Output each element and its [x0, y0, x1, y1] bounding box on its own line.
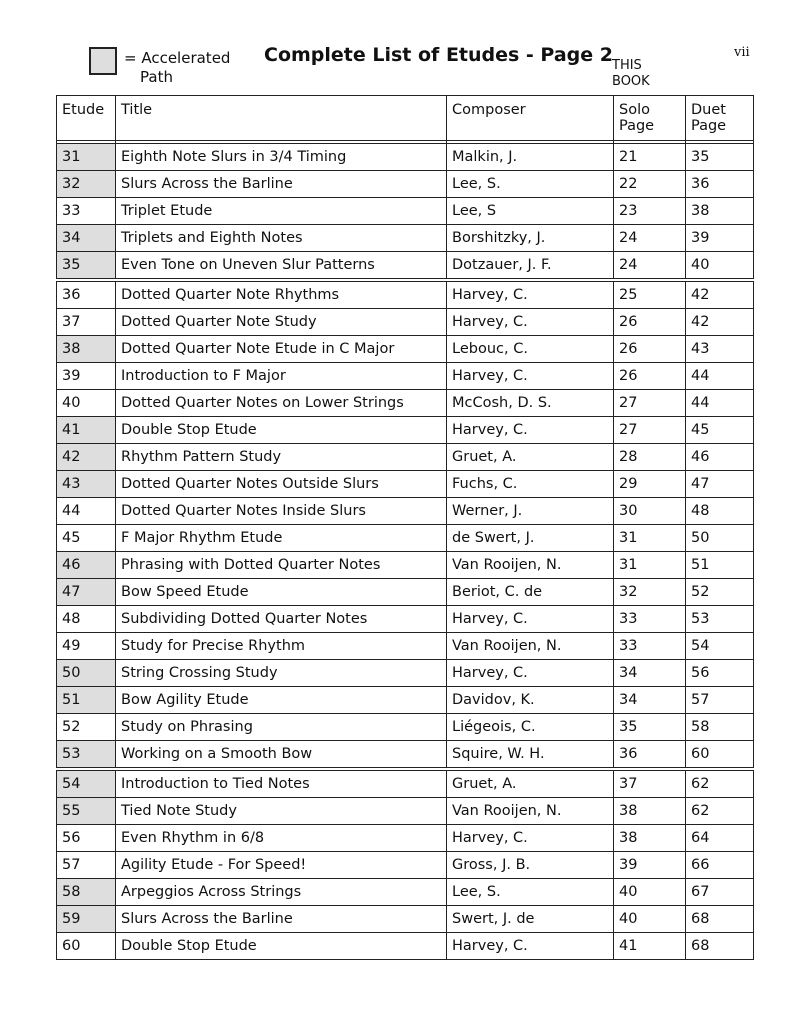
- etude-title: Introduction to Tied Notes: [116, 769, 447, 798]
- solo-page: 26: [614, 309, 686, 336]
- legend-line-1: = Accelerated: [124, 49, 231, 67]
- etude-composer: Dotzauer, J. F.: [447, 252, 614, 281]
- etude-title: Working on a Smooth Bow: [116, 741, 447, 770]
- etude-title: Dotted Quarter Note Etude in C Major: [116, 336, 447, 363]
- etude-number: 39: [57, 363, 116, 390]
- etude-number: 53: [57, 741, 116, 770]
- etude-composer: de Swert, J.: [447, 525, 614, 552]
- etude-composer: Harvey, C.: [447, 933, 614, 960]
- solo-page: 27: [614, 390, 686, 417]
- etude-composer: Davidov, K.: [447, 687, 614, 714]
- solo-page: 37: [614, 769, 686, 798]
- table-row: [57, 660, 754, 687]
- etude-number: 58: [57, 879, 116, 906]
- table-row: [57, 714, 754, 741]
- duet-page: 57: [686, 687, 754, 714]
- solo-page: 38: [614, 798, 686, 825]
- duet-page: 43: [686, 336, 754, 363]
- etude-title: Eighth Note Slurs in 3/4 Timing: [116, 144, 447, 171]
- etude-composer: Harvey, C.: [447, 660, 614, 687]
- duet-page: 45: [686, 417, 754, 444]
- etude-title: Slurs Across the Barline: [116, 906, 447, 933]
- etude-title: Study on Phrasing: [116, 714, 447, 741]
- duet-page: 62: [686, 798, 754, 825]
- table-row: [57, 906, 754, 933]
- duet-page: 53: [686, 606, 754, 633]
- duet-page: 47: [686, 471, 754, 498]
- table-row: [57, 417, 754, 444]
- etude-composer: Squire, W. H.: [447, 741, 614, 770]
- etude-number: 56: [57, 825, 116, 852]
- table-row: [57, 825, 754, 852]
- solo-page: 31: [614, 552, 686, 579]
- etude-title: Phrasing with Dotted Quarter Notes: [116, 552, 447, 579]
- header-solo-page: [614, 96, 686, 141]
- etude-title: Arpeggios Across Strings: [116, 879, 447, 906]
- table-row: [57, 225, 754, 252]
- etude-composer: Lebouc, C.: [447, 336, 614, 363]
- etude-title: Dotted Quarter Notes on Lower Strings: [116, 390, 447, 417]
- etude-title: String Crossing Study: [116, 660, 447, 687]
- etude-composer: Swert, J. de: [447, 906, 614, 933]
- etude-composer: Harvey, C.: [447, 417, 614, 444]
- header-solo-line-1: Solo: [619, 102, 650, 118]
- etude-composer: Malkin, J.: [447, 144, 614, 171]
- etude-number: 37: [57, 309, 116, 336]
- duet-page: 62: [686, 769, 754, 798]
- table-row: [57, 444, 754, 471]
- solo-page: 29: [614, 471, 686, 498]
- etude-composer: Werner, J.: [447, 498, 614, 525]
- table-row: [57, 471, 754, 498]
- table-row: [57, 363, 754, 390]
- table-row: [57, 633, 754, 660]
- header-duet-line-1: Duet: [691, 102, 726, 118]
- etude-composer: Gruet, A.: [447, 444, 614, 471]
- solo-page: 24: [614, 225, 686, 252]
- etude-title: Dotted Quarter Note Rhythms: [116, 280, 447, 309]
- etude-number: 48: [57, 606, 116, 633]
- duet-page: 54: [686, 633, 754, 660]
- etudes-table: [56, 95, 754, 960]
- etude-composer: Gruet, A.: [447, 769, 614, 798]
- etude-title: Even Rhythm in 6/8: [116, 825, 447, 852]
- table-row: [57, 252, 754, 281]
- etude-composer: Harvey, C.: [447, 309, 614, 336]
- table-row: [57, 687, 754, 714]
- solo-page: 26: [614, 336, 686, 363]
- table-row: [57, 525, 754, 552]
- etude-composer: Van Rooijen, N.: [447, 633, 614, 660]
- etude-number: 59: [57, 906, 116, 933]
- solo-page: 39: [614, 852, 686, 879]
- etude-composer: Lee, S.: [447, 171, 614, 198]
- etude-number: 47: [57, 579, 116, 606]
- etude-composer: Gross, J. B.: [447, 852, 614, 879]
- solo-page: 36: [614, 741, 686, 770]
- solo-page: 30: [614, 498, 686, 525]
- solo-page: 28: [614, 444, 686, 471]
- table-row: [57, 769, 754, 798]
- etude-number: 54: [57, 769, 116, 798]
- etude-number: 33: [57, 198, 116, 225]
- etude-title: Triplets and Eighth Notes: [116, 225, 447, 252]
- etude-number: 35: [57, 252, 116, 281]
- etude-title: Agility Etude - For Speed!: [116, 852, 447, 879]
- solo-page: 22: [614, 171, 686, 198]
- etude-composer: Harvey, C.: [447, 363, 614, 390]
- table-row: [57, 606, 754, 633]
- header-composer: Composer: [447, 96, 614, 141]
- etude-number: 45: [57, 525, 116, 552]
- duet-page: 66: [686, 852, 754, 879]
- solo-page: 38: [614, 825, 686, 852]
- etude-number: 38: [57, 336, 116, 363]
- solo-page: 40: [614, 906, 686, 933]
- duet-page: 44: [686, 390, 754, 417]
- etude-number: 42: [57, 444, 116, 471]
- table-row: [57, 852, 754, 879]
- etude-title: Subdividing Dotted Quarter Notes: [116, 606, 447, 633]
- etude-number: 31: [57, 144, 116, 171]
- solo-page: 34: [614, 660, 686, 687]
- etude-number: 44: [57, 498, 116, 525]
- duet-page: 36: [686, 171, 754, 198]
- etude-title: Triplet Etude: [116, 198, 447, 225]
- duet-page: 68: [686, 906, 754, 933]
- header-duet-page: [686, 96, 754, 141]
- duet-page: 50: [686, 525, 754, 552]
- etude-number: 60: [57, 933, 116, 960]
- header-etude: Etude: [57, 96, 116, 141]
- table-row: [57, 798, 754, 825]
- table-row: [57, 498, 754, 525]
- etude-composer: Fuchs, C.: [447, 471, 614, 498]
- solo-page: 40: [614, 879, 686, 906]
- etudes-table-body: [57, 141, 754, 960]
- duet-page: 48: [686, 498, 754, 525]
- table-row: [57, 741, 754, 770]
- this-book-label: [612, 58, 650, 90]
- legend-label: [124, 49, 230, 87]
- solo-page: 41: [614, 933, 686, 960]
- duet-page: 39: [686, 225, 754, 252]
- header-duet-line-2: Page: [691, 118, 727, 134]
- etude-composer: Harvey, C.: [447, 280, 614, 309]
- header-solo-line-2: Page: [619, 118, 655, 134]
- solo-page: 27: [614, 417, 686, 444]
- etude-title: Study for Precise Rhythm: [116, 633, 447, 660]
- duet-page: 40: [686, 252, 754, 281]
- etude-composer: Beriot, C. de: [447, 579, 614, 606]
- etude-number: 46: [57, 552, 116, 579]
- this-book-line-1: THIS: [612, 58, 642, 73]
- table-row: [57, 552, 754, 579]
- etude-title: Introduction to F Major: [116, 363, 447, 390]
- duet-page: 35: [686, 144, 754, 171]
- etude-title: Dotted Quarter Note Study: [116, 309, 447, 336]
- etude-composer: Lee, S: [447, 198, 614, 225]
- header-title: Title: [116, 96, 447, 141]
- table-row: [57, 171, 754, 198]
- etude-composer: Harvey, C.: [447, 606, 614, 633]
- table-header-row: [57, 96, 754, 141]
- duet-page: 42: [686, 280, 754, 309]
- solo-page: 33: [614, 633, 686, 660]
- etude-number: 41: [57, 417, 116, 444]
- etude-composer: McCosh, D. S.: [447, 390, 614, 417]
- table-row: [57, 933, 754, 960]
- duet-page: 51: [686, 552, 754, 579]
- etude-composer: Liégeois, C.: [447, 714, 614, 741]
- page-title: Complete List of Etudes - Page 2: [264, 44, 613, 66]
- etude-composer: Lee, S.: [447, 879, 614, 906]
- etude-number: 57: [57, 852, 116, 879]
- etude-title: F Major Rhythm Etude: [116, 525, 447, 552]
- etude-composer: Borshitzky, J.: [447, 225, 614, 252]
- solo-page: 26: [614, 363, 686, 390]
- solo-page: 31: [614, 525, 686, 552]
- table-row: [57, 280, 754, 309]
- duet-page: 58: [686, 714, 754, 741]
- this-book-line-2: BOOK: [612, 74, 650, 89]
- table-row: [57, 198, 754, 225]
- accelerated-path-swatch: [89, 47, 117, 75]
- solo-page: 35: [614, 714, 686, 741]
- duet-page: 52: [686, 579, 754, 606]
- etude-number: 32: [57, 171, 116, 198]
- etude-number: 55: [57, 798, 116, 825]
- etude-title: Double Stop Etude: [116, 417, 447, 444]
- etude-title: Dotted Quarter Notes Outside Slurs: [116, 471, 447, 498]
- table-row: [57, 879, 754, 906]
- solo-page: 33: [614, 606, 686, 633]
- etude-title: Even Tone on Uneven Slur Patterns: [116, 252, 447, 281]
- etude-number: 50: [57, 660, 116, 687]
- etude-composer: Harvey, C.: [447, 825, 614, 852]
- table-row: [57, 144, 754, 171]
- table-row: [57, 336, 754, 363]
- duet-page: 46: [686, 444, 754, 471]
- etude-title: Bow Agility Etude: [116, 687, 447, 714]
- duet-page: 60: [686, 741, 754, 770]
- etude-title: Tied Note Study: [116, 798, 447, 825]
- legend-line-2: Path: [140, 68, 173, 86]
- etude-number: 51: [57, 687, 116, 714]
- etude-number: 40: [57, 390, 116, 417]
- solo-page: 23: [614, 198, 686, 225]
- duet-page: 56: [686, 660, 754, 687]
- table-row: [57, 390, 754, 417]
- etude-title: Slurs Across the Barline: [116, 171, 447, 198]
- etude-composer: Van Rooijen, N.: [447, 798, 614, 825]
- duet-page: 42: [686, 309, 754, 336]
- solo-page: 34: [614, 687, 686, 714]
- solo-page: 32: [614, 579, 686, 606]
- duet-page: 38: [686, 198, 754, 225]
- duet-page: 68: [686, 933, 754, 960]
- duet-page: 67: [686, 879, 754, 906]
- etude-number: 52: [57, 714, 116, 741]
- page-number: vii: [734, 45, 750, 60]
- etude-title: Rhythm Pattern Study: [116, 444, 447, 471]
- duet-page: 44: [686, 363, 754, 390]
- table-row: [57, 309, 754, 336]
- etude-title: Dotted Quarter Notes Inside Slurs: [116, 498, 447, 525]
- solo-page: 25: [614, 280, 686, 309]
- etude-number: 34: [57, 225, 116, 252]
- table-row: [57, 579, 754, 606]
- etude-number: 49: [57, 633, 116, 660]
- solo-page: 21: [614, 144, 686, 171]
- solo-page: 24: [614, 252, 686, 281]
- etude-number: 36: [57, 280, 116, 309]
- duet-page: 64: [686, 825, 754, 852]
- etude-number: 43: [57, 471, 116, 498]
- etude-title: Double Stop Etude: [116, 933, 447, 960]
- etude-composer: Van Rooijen, N.: [447, 552, 614, 579]
- etude-title: Bow Speed Etude: [116, 579, 447, 606]
